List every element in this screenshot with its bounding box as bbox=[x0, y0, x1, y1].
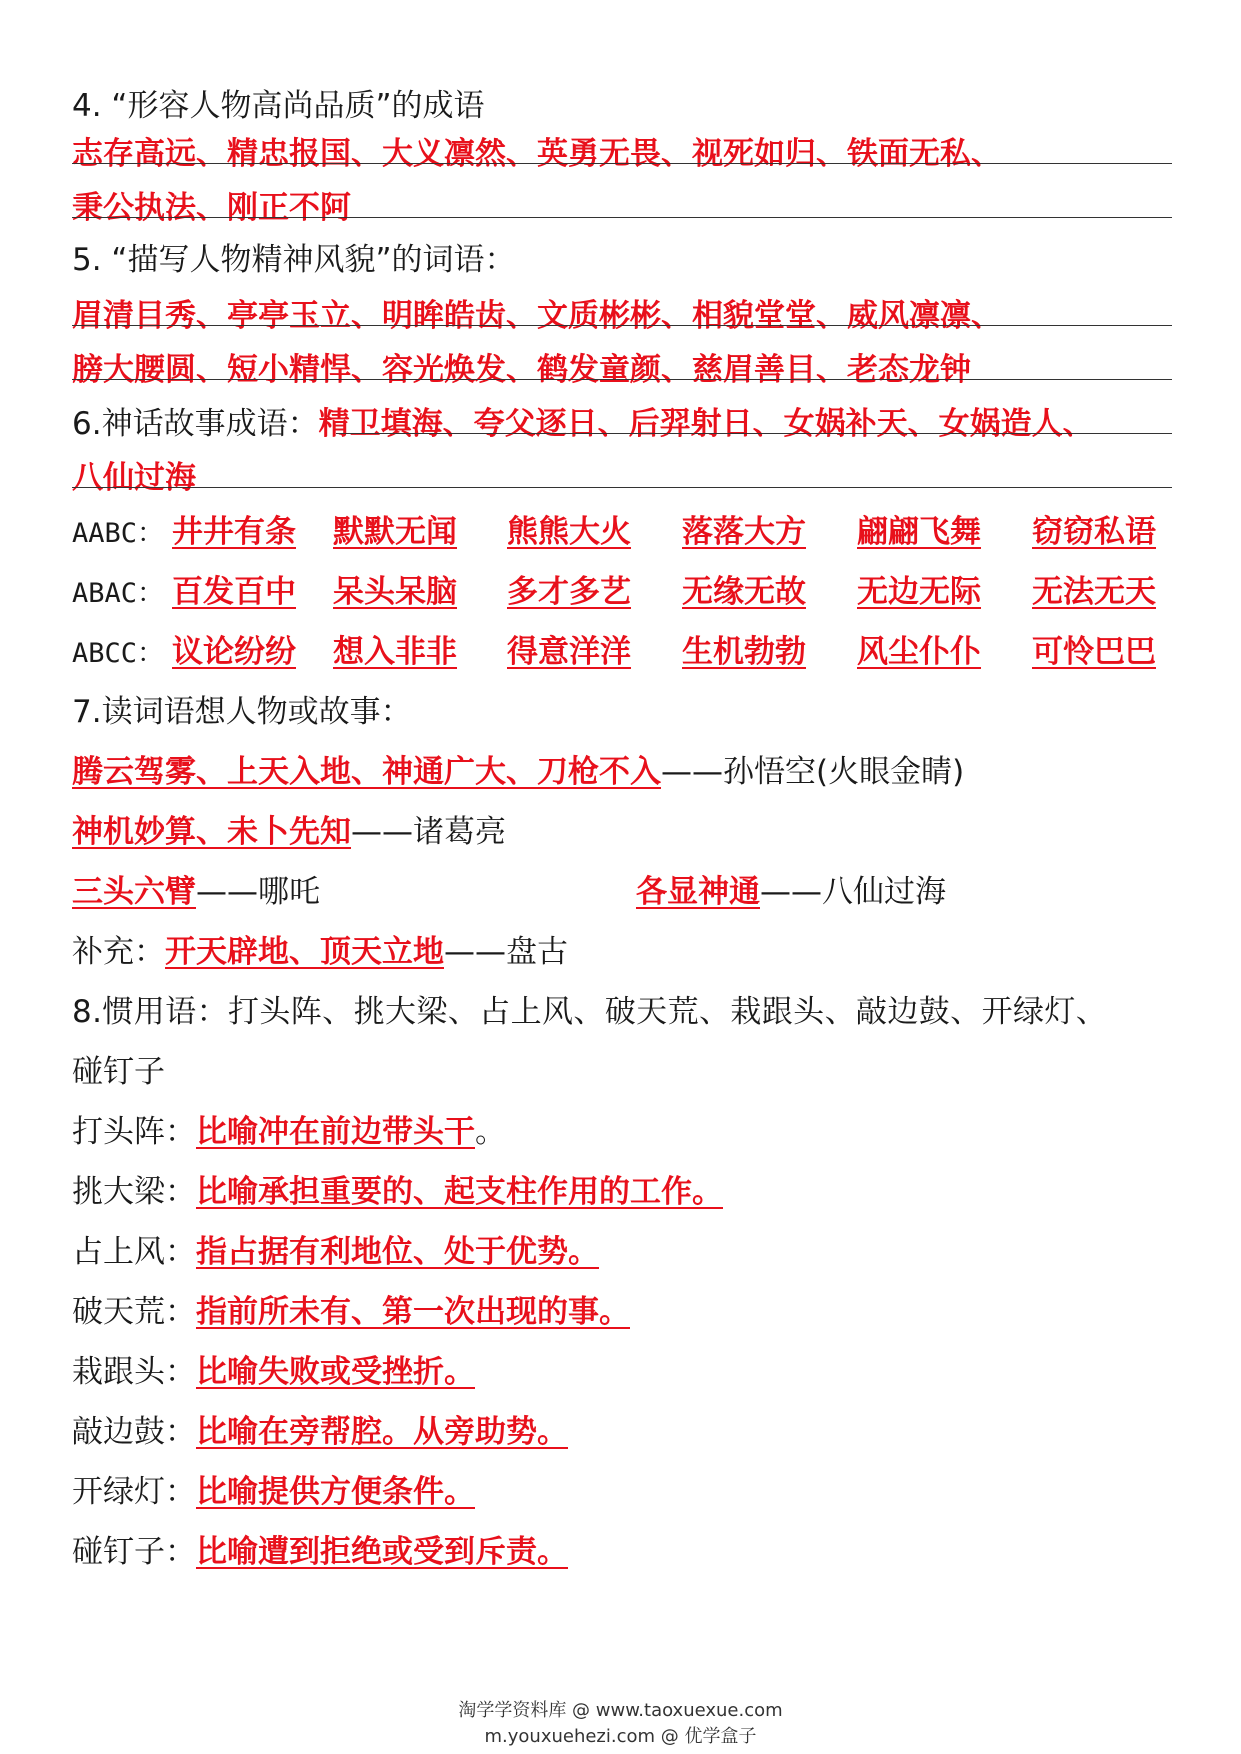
pattern-word: 议论纷纷 bbox=[172, 634, 296, 670]
pattern-word: 无边无际 bbox=[857, 574, 981, 610]
pattern-word: 风尘仆仆 bbox=[857, 634, 981, 670]
idiom-term: 碰钉子： bbox=[72, 1534, 196, 1570]
section-7-words: 各显神通 bbox=[636, 874, 760, 910]
answer-rule bbox=[72, 379, 1172, 380]
answer-rule bbox=[336, 433, 1172, 434]
section-7-row-3b bbox=[636, 872, 946, 912]
pattern-word: 无缘无故 bbox=[682, 574, 806, 610]
pattern-row-abac bbox=[72, 572, 1156, 614]
pattern-row-abcc bbox=[72, 632, 1156, 674]
section-7-words: 腾云驾雾、上天入地、神通广大、刀枪不入 bbox=[72, 754, 661, 790]
section-7-character: ——诸葛亮 bbox=[351, 814, 506, 850]
section-6-answer-line-1: 精卫填海、夸父逐日、后羿射日、女娲补天、女娲造人、 bbox=[318, 406, 1094, 442]
idiom-meaning: 指前所未有、第一次出现的事。 bbox=[196, 1294, 630, 1330]
idiom-item bbox=[72, 1532, 568, 1572]
idiom-meaning: 比喻遭到拒绝或受到斥责。 bbox=[196, 1534, 568, 1570]
section-6-answer-line-2: 八仙过海 bbox=[72, 460, 196, 496]
pattern-label: ABCC： bbox=[72, 638, 165, 669]
answer-rule bbox=[72, 325, 1172, 326]
idiom-term: 占上风： bbox=[72, 1234, 196, 1270]
section-7-character: ——盘古 bbox=[444, 934, 568, 970]
idiom-term: 敲边鼓： bbox=[72, 1414, 196, 1450]
pattern-word: 默默无闻 bbox=[333, 514, 457, 550]
idiom-tail: 。 bbox=[475, 1114, 506, 1150]
section-6-line-1 bbox=[72, 404, 1094, 444]
pattern-word: 生机勃勃 bbox=[682, 634, 806, 670]
idiom-term: 打头阵： bbox=[72, 1114, 196, 1150]
pattern-word: 呆头呆脑 bbox=[333, 574, 457, 610]
section-7-words: 三头六臂 bbox=[72, 874, 196, 910]
section-8-title: 8.惯用语：打头阵、挑大梁、占上风、破天荒、栽跟头、敲边鼓、开绿灯、 bbox=[72, 994, 1108, 1030]
pattern-word: 想入非非 bbox=[333, 634, 457, 670]
idiom-term: 破天荒： bbox=[72, 1294, 196, 1330]
section-6-prefix: 6.神话故事成语： bbox=[72, 406, 319, 442]
idiom-meaning: 比喻失败或受挫折。 bbox=[196, 1354, 475, 1390]
section-8-title-cont: 碰钉子 bbox=[72, 1054, 165, 1090]
answer-rule bbox=[72, 487, 1172, 488]
section-7-character: ——八仙过海 bbox=[760, 874, 946, 910]
answer-rule bbox=[72, 217, 1172, 218]
section-7-row-2 bbox=[72, 812, 506, 852]
footer-line-2: m.youxuehezi.com @ 优学盒子 bbox=[484, 1726, 757, 1747]
section-5-title: 5. “描写人物精神风貌”的词语： bbox=[72, 242, 516, 278]
section-4-answer-line-2: 秉公执法、刚正不阿 bbox=[72, 190, 351, 226]
section-7-title: 7.读词语想人物或故事： bbox=[72, 694, 412, 730]
pattern-word: 窃窃私语 bbox=[1032, 514, 1156, 550]
idiom-meaning: 比喻承担重要的、起支柱作用的工作。 bbox=[196, 1174, 723, 1210]
supplement-label: 补充： bbox=[72, 934, 165, 970]
idiom-meaning: 比喻在旁帮腔。从旁助势。 bbox=[196, 1414, 568, 1450]
answer-rule bbox=[72, 163, 1172, 164]
idiom-item bbox=[72, 1472, 475, 1512]
pattern-label: ABAC： bbox=[72, 578, 165, 609]
idiom-item bbox=[72, 1412, 568, 1452]
idiom-item bbox=[72, 1292, 630, 1332]
section-7-supplement bbox=[72, 932, 568, 972]
pattern-word: 熊熊大火 bbox=[507, 514, 631, 550]
idiom-meaning: 比喻冲在前边带头干 bbox=[196, 1114, 475, 1150]
idiom-meaning: 比喻提供方便条件。 bbox=[196, 1474, 475, 1510]
pattern-word: 落落大方 bbox=[682, 514, 806, 550]
section-7-row-3a bbox=[72, 872, 320, 912]
section-7-words: 开天辟地、顶天立地 bbox=[165, 934, 444, 970]
idiom-meaning: 指占据有利地位、处于优势。 bbox=[196, 1234, 599, 1270]
section-7-row-1 bbox=[72, 752, 964, 792]
pattern-word: 得意洋洋 bbox=[507, 634, 631, 670]
idiom-item bbox=[72, 1172, 723, 1212]
pattern-word: 翩翩飞舞 bbox=[857, 514, 981, 550]
pattern-row-aabc bbox=[72, 512, 1156, 554]
footer-line-1: 淘学学资料库 @ www.taoxuexue.com bbox=[458, 1700, 783, 1721]
pattern-word: 可怜巴巴 bbox=[1032, 634, 1156, 670]
section-4-title: 4. “形容人物高尚品质”的成语 bbox=[72, 88, 485, 124]
section-7-words: 神机妙算、未卜先知 bbox=[72, 814, 351, 850]
idiom-term: 开绿灯： bbox=[72, 1474, 196, 1510]
section-5-answer-line-2: 膀大腰圆、短小精悍、容光焕发、鹤发童颜、慈眉善目、老态龙钟 bbox=[72, 352, 971, 388]
pattern-label: AABC： bbox=[72, 518, 165, 549]
idiom-term: 栽跟头： bbox=[72, 1354, 196, 1390]
section-7-character: ——孙悟空(火眼金睛) bbox=[661, 754, 965, 790]
section-7-character: ——哪吒 bbox=[196, 874, 320, 910]
pattern-word: 百发百中 bbox=[172, 574, 296, 610]
idiom-item bbox=[72, 1232, 599, 1272]
pattern-word: 无法无天 bbox=[1032, 574, 1156, 610]
idiom-item bbox=[72, 1112, 506, 1152]
section-4-answer-line-1: 志存高远、精忠报国、大义凛然、英勇无畏、视死如归、铁面无私、 bbox=[72, 136, 1002, 172]
section-5-answer-line-1: 眉清目秀、亭亭玉立、明眸皓齿、文质彬彬、相貌堂堂、威风凛凛、 bbox=[72, 298, 1002, 334]
idiom-term: 挑大梁： bbox=[72, 1174, 196, 1210]
idiom-item bbox=[72, 1352, 475, 1392]
pattern-word: 多才多艺 bbox=[507, 574, 631, 610]
pattern-word: 井井有条 bbox=[172, 514, 296, 550]
